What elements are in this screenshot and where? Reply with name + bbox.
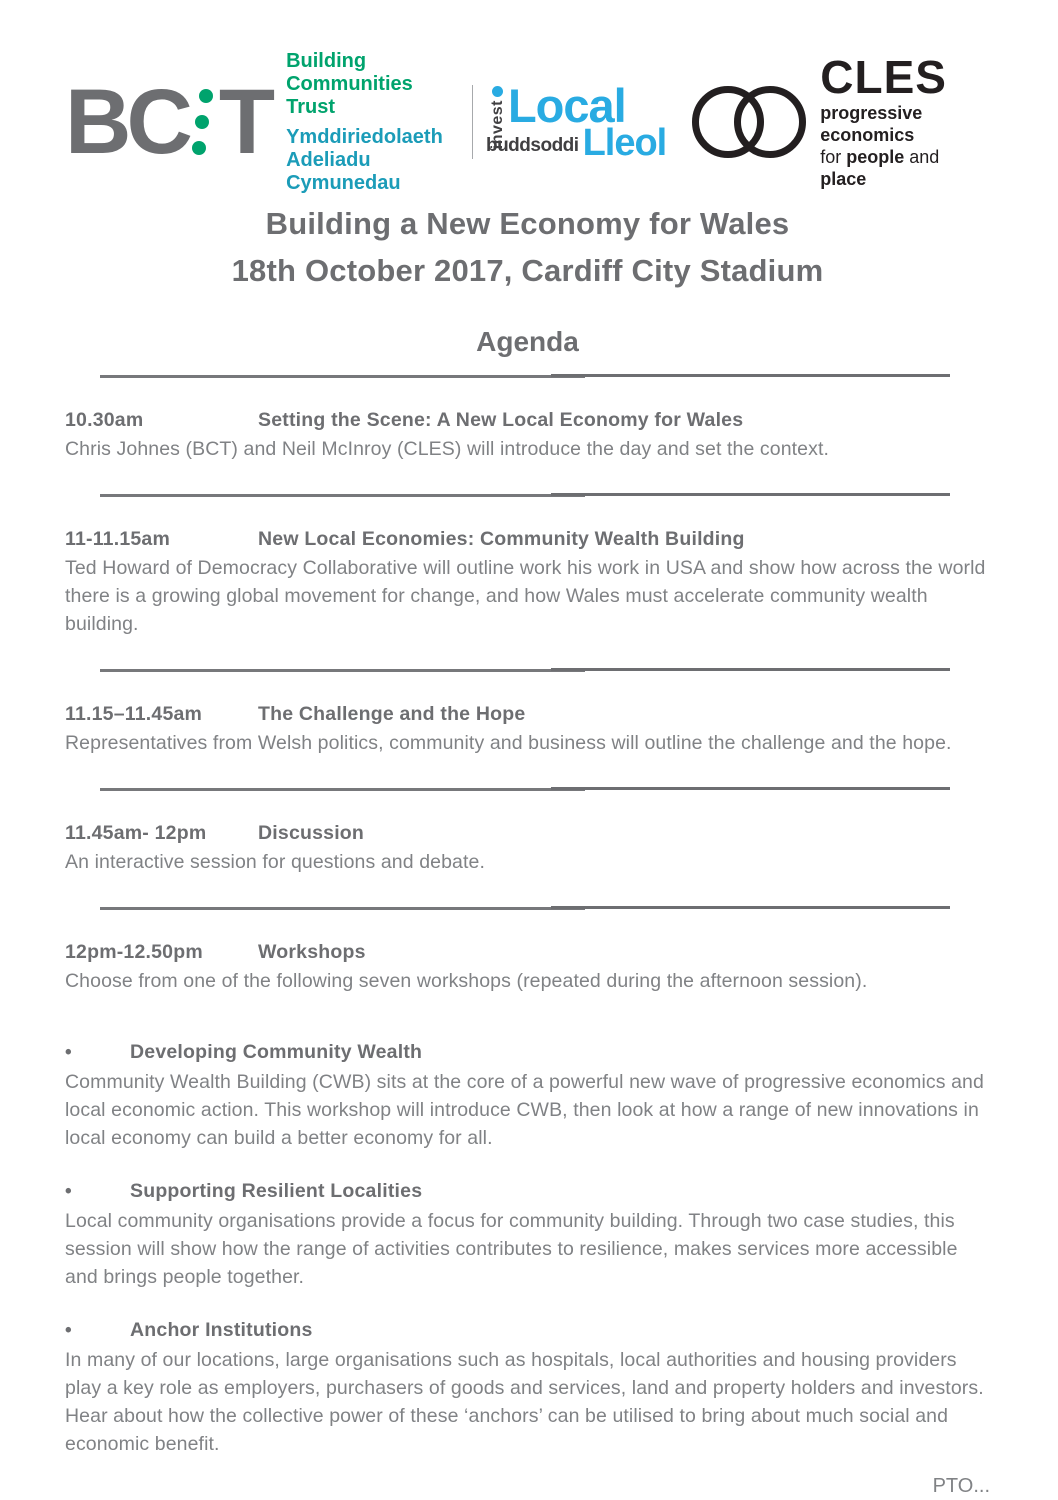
agenda-item-description: An interactive session for questions and debate. <box>65 851 485 873</box>
workshop-item <box>65 1316 990 1458</box>
cles-tagline-line2 <box>820 146 990 190</box>
agenda-item-time: 11-11.15am <box>65 528 171 550</box>
agenda-item <box>65 791 990 894</box>
cles-logo <box>692 51 990 190</box>
workshop-description: Community Wealth Building (CWB) sits at the core of a powerful new wave of progressive economics and local economic action. This workshop will introduce CWB, then look at how a range of new innovations in local economy can build a better economy for all. <box>65 1071 984 1149</box>
document-title-line2: 18th October 2017, Cardiff City Stadium <box>231 253 824 288</box>
divider-line <box>100 906 950 910</box>
invest-local-main-label: Local <box>507 79 626 133</box>
invest-local-logo <box>485 79 667 165</box>
agenda-item-title: The Challenge and the Hope <box>258 703 526 725</box>
cles-tagline-place: place <box>820 169 867 189</box>
workshop-description: In many of our locations, large organisations such as hospitals, local authorities and housing providers play a key role as employers, purchasers of goods and services, land and property holders and investors. Hear about how the collective power of these ‘anchors’ can be utilised to bring about much social and economic benefit. <box>65 1349 984 1455</box>
bct-logo <box>65 50 450 195</box>
invest-local-buddsoddi-label: buddsoddi <box>485 135 579 157</box>
divider-line <box>100 493 950 497</box>
agenda-item-description: Chris Johnes (BCT) and Neil McInroy (CLES) will introduce the day and set the context. <box>65 438 830 460</box>
agenda-item-title: New Local Economies: Community Wealth Building <box>258 528 745 550</box>
bullet-icon: • <box>65 1042 72 1063</box>
workshop-description: Local community organisations provide a focus for community building. Through two case studies, this session will show how the range of activities contributes to resilience, makes services more accessible and brings people together. <box>65 1210 958 1288</box>
bct-tagline-english-line2: Communities Trust <box>286 72 413 118</box>
agenda-item-description: Choose from one of the following seven workshops (repeated during the afternoon session). <box>65 970 868 992</box>
invest-local-vertical-block <box>489 86 507 149</box>
page-turn-over-note: PTO... <box>932 1475 990 1497</box>
bullet-icon: • <box>65 1181 72 1202</box>
invest-local-vertical-label: invest <box>488 100 506 150</box>
agenda-heading: Agenda <box>476 326 579 357</box>
cles-text-block <box>820 51 990 190</box>
cles-name: CLES <box>820 51 947 103</box>
bct-tagline-welsh-line2: Adeliadu Cymunedau <box>286 148 401 194</box>
bct-letter-t: T <box>218 70 271 173</box>
agenda-item-time: 10.30am <box>65 409 144 431</box>
invest-local-dot-icon <box>492 86 503 97</box>
workshop-title: Developing Community Wealth <box>130 1041 423 1063</box>
bct-tagline-english-line1: Building <box>286 49 367 72</box>
agenda-item-title: Setting the Scene: A New Local Economy for Wales <box>258 409 744 431</box>
bullet-icon: • <box>65 1320 72 1341</box>
agenda-item-title: Discussion <box>258 822 365 844</box>
agenda-item <box>65 378 990 481</box>
document-title-line1: Building a New Economy for Wales <box>265 206 790 241</box>
agenda-item <box>65 672 990 775</box>
agenda-item-time: 12pm-12.50pm <box>65 941 203 963</box>
cles-tagline-line1: progressive economics <box>820 103 923 145</box>
workshop-title: Supporting Resilient Localities <box>130 1180 423 1202</box>
cles-circles-icon <box>692 86 806 158</box>
agenda-item-description: Ted Howard of Democracy Collaborative will outline work his work in USA and show how across the world there is a growing global movement for change, and how Wales must accelerate community wealth building. <box>65 557 986 635</box>
agenda-item-description: Representatives from Welsh politics, community and business will outline the challenge and the hope. <box>65 732 952 754</box>
divider-line <box>100 668 950 672</box>
invest-local-lleol-label: Lleol <box>582 122 667 165</box>
workshop-item <box>65 1038 990 1152</box>
bct-dots-icon <box>192 89 213 155</box>
logo-separator-line <box>472 85 473 159</box>
bct-taglines <box>286 50 450 195</box>
cles-tagline-for: for <box>820 147 847 167</box>
header-logos <box>65 49 990 194</box>
bct-logomark <box>65 70 271 173</box>
bct-letters-bc: BC <box>65 70 188 173</box>
agenda-item-time: 11.45am- 12pm <box>65 822 207 844</box>
divider-line <box>100 787 950 791</box>
agenda-item-time: 11.15–11.45am <box>65 703 203 725</box>
agenda-item-title: Workshops <box>258 941 366 963</box>
document-title <box>65 200 990 294</box>
cles-tagline-and: and <box>904 147 940 167</box>
workshop-item <box>65 1177 990 1291</box>
workshop-title: Anchor Institutions <box>130 1319 313 1341</box>
bct-tagline-welsh-line1: Ymddiriedolaeth <box>286 125 443 148</box>
agenda-item <box>65 497 990 656</box>
cles-tagline-people: people <box>846 147 905 167</box>
agenda-item <box>65 910 990 1013</box>
divider-line <box>100 374 950 378</box>
